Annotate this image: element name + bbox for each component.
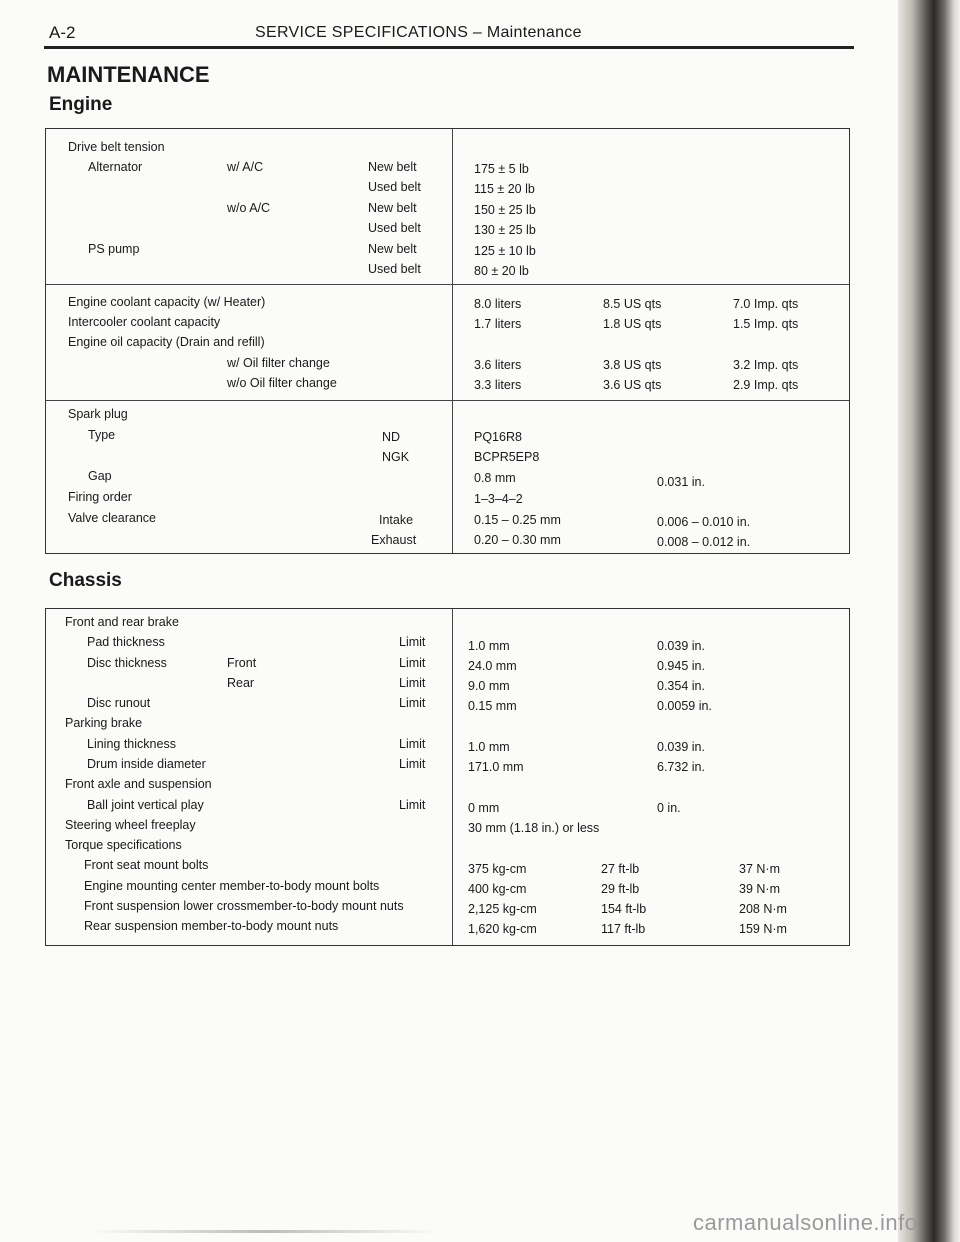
spec-value: 130 ± 25 lb xyxy=(474,223,536,237)
spec-label: Used belt xyxy=(368,180,421,194)
spec-value: 3.2 Imp. qts xyxy=(733,358,799,372)
spec-value: 37 N·m xyxy=(739,862,780,876)
spec-value: 0.15 mm xyxy=(468,699,517,713)
spec-label: Rear suspension member-to-body mount nuts xyxy=(84,919,339,933)
spec-label: Intercooler coolant capacity xyxy=(68,315,221,329)
spec-label: Spark plug xyxy=(68,407,128,421)
spec-value: 1.5 Imp. qts xyxy=(733,317,799,331)
spec-label: New belt xyxy=(368,160,417,174)
spec-value: 208 N·m xyxy=(739,902,787,916)
spec-label: Disc thickness xyxy=(87,656,167,670)
spec-value: 375 kg-cm xyxy=(468,862,527,876)
chassis-spec-table xyxy=(45,608,850,946)
spec-label: Valve clearance xyxy=(68,511,157,525)
spec-label: Limit xyxy=(399,635,426,649)
watermark: carmanualsonline.info xyxy=(693,1210,918,1235)
spec-value: 6.732 in. xyxy=(657,760,705,774)
spec-value: 125 ± 10 lb xyxy=(474,244,536,258)
spec-value: 24.0 mm xyxy=(468,659,517,673)
spec-label: Engine oil capacity (Drain and refill) xyxy=(68,335,265,349)
spec-label: Limit xyxy=(399,798,426,812)
spec-value: 0.008 – 0.012 in. xyxy=(657,535,751,549)
spec-value: 0.006 – 0.010 in. xyxy=(657,515,751,529)
spec-label: Limit xyxy=(399,737,426,751)
spec-label: Front xyxy=(227,656,257,670)
spec-value: 0.0059 in. xyxy=(657,699,712,713)
spec-label: Alternator xyxy=(88,160,143,174)
scan-artifact-line xyxy=(90,1230,440,1233)
spec-value: 171.0 mm xyxy=(468,760,524,774)
spec-value: 400 kg-cm xyxy=(468,882,527,896)
spec-label: Pad thickness xyxy=(87,635,165,649)
spec-label: Lining thickness xyxy=(87,737,176,751)
spec-label: Used belt xyxy=(368,221,421,235)
spec-value: 0.20 – 0.30 mm xyxy=(474,533,561,547)
header-rule xyxy=(44,46,854,49)
spec-value: 9.0 mm xyxy=(468,679,510,693)
spec-label: w/o Oil filter change xyxy=(227,376,337,390)
spec-value: 175 ± 5 lb xyxy=(474,162,529,176)
spec-label: Drive belt tension xyxy=(68,140,165,154)
spec-value: 159 N·m xyxy=(739,922,787,936)
spec-label: Gap xyxy=(88,469,112,483)
spec-value: 8.0 liters xyxy=(474,297,522,311)
spec-value: 2.9 Imp. qts xyxy=(733,378,799,392)
spec-value: 30 mm (1.18 in.) or less xyxy=(468,821,600,835)
section-title: MAINTENANCE xyxy=(47,62,210,87)
spec-value: 0 in. xyxy=(657,801,681,815)
spec-label: ND xyxy=(382,430,401,444)
spec-label: Torque specifications xyxy=(65,838,182,852)
spec-value: 39 N·m xyxy=(739,882,780,896)
spec-value: 0.031 in. xyxy=(657,475,705,489)
page-number: A-2 xyxy=(49,23,76,42)
spec-label: Engine coolant capacity (w/ Heater) xyxy=(68,295,266,309)
spec-label: Steering wheel freeplay xyxy=(65,818,196,832)
spec-value: 1.7 liters xyxy=(474,317,522,331)
spec-value: 1–3–4–2 xyxy=(474,492,523,506)
spec-value: 27 ft-lb xyxy=(601,862,640,876)
spec-label: Limit xyxy=(399,696,426,710)
spec-value: 0.039 in. xyxy=(657,740,705,754)
spec-label: Type xyxy=(88,428,116,442)
spec-label: Used belt xyxy=(368,262,421,276)
spec-label: Rear xyxy=(227,676,255,690)
spec-label: Disc runout xyxy=(87,696,151,710)
spec-label: w/ Oil filter change xyxy=(227,356,330,370)
spec-value: 0.8 mm xyxy=(474,471,516,485)
spec-label: w/o A/C xyxy=(227,201,271,215)
spec-value: BCPR5EP8 xyxy=(474,450,540,464)
engine-spec-table xyxy=(45,128,850,554)
spec-value: PQ16R8 xyxy=(474,430,522,444)
chassis-heading: Chassis xyxy=(49,570,122,591)
spec-value: 1.0 mm xyxy=(468,740,510,754)
spec-label: Front suspension lower crossmember-to-body mount nuts xyxy=(84,899,404,913)
spec-label: Drum inside diameter xyxy=(87,757,206,771)
spec-label: Ball joint vertical play xyxy=(87,798,204,812)
running-header: SERVICE SPECIFICATIONS – Maintenance xyxy=(255,24,582,41)
spec-value: 7.0 Imp. qts xyxy=(733,297,799,311)
spec-value: 3.8 US qts xyxy=(603,358,662,372)
spec-value: 117 ft-lb xyxy=(601,922,646,936)
spec-value: 0.039 in. xyxy=(657,639,705,653)
spec-value: 0.354 in. xyxy=(657,679,705,693)
spec-label: New belt xyxy=(368,242,417,256)
spec-value: 154 ft-lb xyxy=(601,902,647,916)
spec-label: Front axle and suspension xyxy=(65,777,212,791)
spec-label: New belt xyxy=(368,201,417,215)
spec-label: Exhaust xyxy=(371,533,417,547)
spec-value: 0.945 in. xyxy=(657,659,705,673)
spec-label: Limit xyxy=(399,757,426,771)
column-divider xyxy=(452,129,453,553)
spec-label: Engine mounting center member-to-body mount bolts xyxy=(84,879,380,893)
spec-label: Front and rear brake xyxy=(65,615,179,629)
spec-value: 3.3 liters xyxy=(474,378,522,392)
spec-value: 1.0 mm xyxy=(468,639,510,653)
spec-value: 8.5 US qts xyxy=(603,297,662,311)
spec-label: Intake xyxy=(379,513,414,527)
spec-label: Firing order xyxy=(68,490,132,504)
spec-value: 150 ± 25 lb xyxy=(474,203,536,217)
spec-value: 0 mm xyxy=(468,801,500,815)
spec-label: PS pump xyxy=(88,242,140,256)
spec-value: 29 ft-lb xyxy=(601,882,640,896)
spec-label: Parking brake xyxy=(65,716,143,730)
row-divider xyxy=(46,400,849,401)
engine-heading: Engine xyxy=(49,94,113,115)
spec-label: Limit xyxy=(399,656,426,670)
spec-value: 0.15 – 0.25 mm xyxy=(474,513,561,527)
row-divider xyxy=(46,284,849,285)
spec-value: 80 ± 20 lb xyxy=(474,264,529,278)
spec-value: 1,620 kg-cm xyxy=(468,922,537,936)
spec-label: NGK xyxy=(382,450,410,464)
binding-edge-shadow xyxy=(898,0,960,1242)
spec-value: 3.6 liters xyxy=(474,358,522,372)
spec-label: Front seat mount bolts xyxy=(84,858,209,872)
spec-label: Limit xyxy=(399,676,426,690)
spec-value: 115 ± 20 lb xyxy=(474,182,535,196)
column-divider xyxy=(452,609,453,945)
spec-value: 1.8 US qts xyxy=(603,317,662,331)
spec-value: 2,125 kg-cm xyxy=(468,902,537,916)
spec-label: w/ A/C xyxy=(227,160,264,174)
spec-value: 3.6 US qts xyxy=(603,378,662,392)
